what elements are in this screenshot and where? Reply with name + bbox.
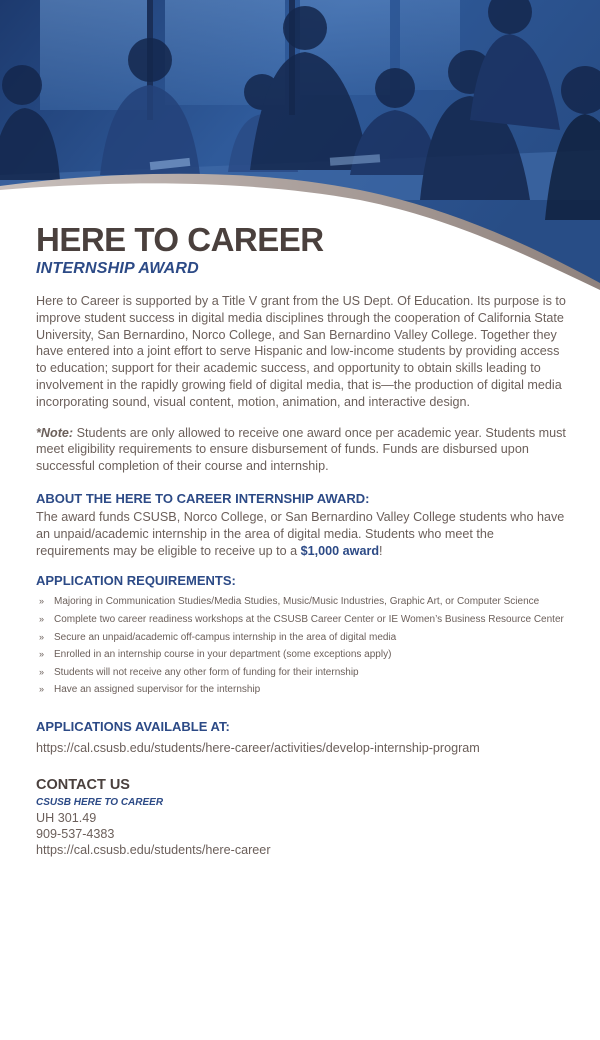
chevron-right-icon: » [39, 596, 45, 607]
contact-heading: CONTACT US [36, 776, 130, 793]
contact-room: UH 301.49 [36, 810, 97, 825]
note-text: Students are only allowed to receive one award once per academic year. Students must meet eligibility requirements to ensure disbursement of funds. Funds are disbursed upon successful completion of their course and internship. [36, 425, 566, 474]
contact-phone[interactable]: 909-537-4383 [36, 826, 115, 841]
chevron-right-icon: » [39, 649, 45, 660]
content [36, 222, 566, 858]
list-item: » Majoring in Communication Studies/Media Studies, Music/Music Industries, Graphic Art, or Computer Science [36, 593, 566, 611]
chevron-right-icon: » [39, 631, 45, 642]
requirements-heading: APPLICATION REQUIREMENTS: [36, 573, 236, 589]
award-amount: $1,000 award [300, 543, 380, 558]
about-text: The award funds CSUSB, Norco College, or San Bernardino Valley College students who have an unpaid/academic internship in the area of digital media. Students who meet the requirements may be eligible to receive up to a [36, 509, 565, 558]
note-label: *Note: [36, 425, 74, 440]
chevron-right-icon: » [39, 684, 45, 695]
list-item: » Have an assigned supervisor for the internship [36, 681, 566, 699]
chevron-right-icon: » [39, 613, 45, 624]
about-paragraph [36, 509, 566, 559]
list-item: » Secure an unpaid/academic off-campus internship in the area of digital media [36, 629, 566, 647]
list-item: » Enrolled in an internship course in your department (some exceptions apply) [36, 646, 566, 664]
contact-url[interactable]: https://cal.csusb.edu/students/here-career [36, 842, 271, 857]
applications-heading: APPLICATIONS AVAILABLE AT: [36, 718, 230, 734]
chevron-right-icon: » [39, 666, 45, 677]
requirements-list [36, 593, 566, 699]
list-item: » Complete two career readiness workshops at the CSUSB Career Center or IE Women’s Business Resource Center [36, 611, 566, 629]
list-item: » Students will not receive any other form of funding for their internship [36, 664, 566, 682]
page-title: HERE TO CAREER [36, 221, 324, 258]
intro-paragraph: Here to Career is supported by a Title V grant from the US Dept. Of Education. Its purpose is to improve student success in digital media disciplines through the cooperation of California State University, San Bernardino, Norco College, and San Bernardino Valley College. Together they have entered into a joint effort to serve Hispanic and low-income students by providing access to education; support for their academic success, and opportunity to obtain skills leading to involvement in the rapidly growing field of digital media, that is—the production of digital media incorporating sound, visual content, motion, animation, and interactive design. [36, 294, 566, 409]
applications-url[interactable]: https://cal.csusb.edu/students/here-career/activities/develop-internship-program [36, 740, 480, 755]
contact-org: CSUSB HERE TO CAREER [36, 796, 164, 808]
note-paragraph [36, 425, 566, 475]
about-heading: ABOUT THE HERE TO CAREER INTERNSHIP AWARD: [36, 490, 370, 506]
about-end: ! [379, 543, 383, 558]
page-subtitle: INTERNSHIP AWARD [36, 260, 199, 277]
